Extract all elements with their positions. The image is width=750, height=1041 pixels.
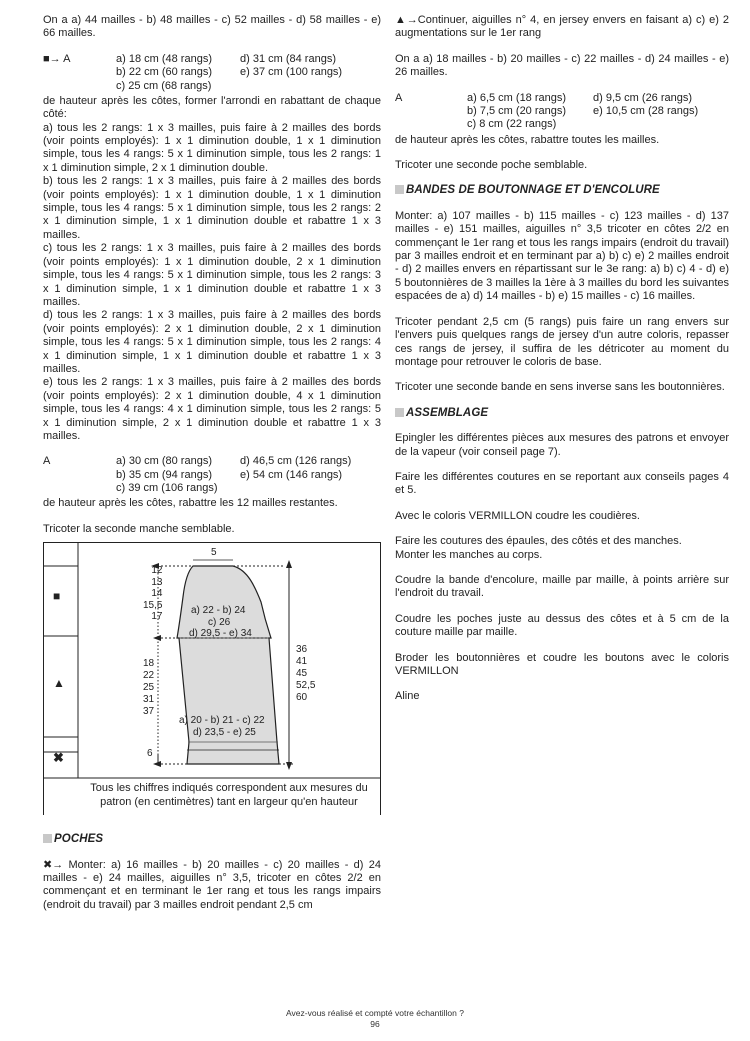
length-label: 45 [296,668,308,680]
assemblage-text-4b: Monter les manches au corps. [395,548,543,561]
left-column [43,14,381,912]
seconde-poche-text: Tricoter une seconde poche semblable. [395,159,588,172]
assemblage-text-7: Broder les boutonnières et coudre les boutons avec le coloris VERMILLON [395,651,729,677]
bandes-heading [395,184,729,197]
arrondi-text: de hauteur après les côtes, former l'arrondi en rabattant de chaque côté: [43,94,381,121]
height-label: 25 [143,682,155,694]
section-marker-icon [395,185,404,194]
ona-text: On a a) 18 mailles - b) 20 mailles - c) 22 mailles - d) 24 mailles - e) 26 mailles. [395,52,729,79]
x-symbol-icon: ✖ [53,750,64,766]
signature: Aline [395,690,420,703]
measures-label: A [395,91,403,104]
measure-b: b) 35 cm (94 rangs) [116,468,212,481]
triangle-symbol-icon: ▲ [53,676,65,691]
assemblage-text-4a: Faire les coutures des épaules, des côtés et des manches. [395,535,682,548]
sleeve-diagram-svg [43,542,381,815]
left-heights-top [143,565,162,623]
measure-d: d) 46,5 cm (126 rangs) [240,455,352,468]
bandes-title: BANDES DE BOUTONNAGE ET D'ENCOLURE [406,184,660,197]
measures-block-3 [395,92,729,134]
bandes-text-2: Tricoter pendant 2,5 cm (5 rangs) puis faire un rang envers sur l'envers puis quelques rangs de jersey d'un autre coloris, repasser ces rangs de jersey, il suffira de les détricoter au moment du montage pour retrouver le coloris de base. [395,315,729,368]
right-heights [296,644,315,704]
height-label: 13 [151,576,163,588]
measure-a: a) 18 cm (48 rangs) [116,52,212,65]
bandes-text-3: Tricoter une seconde bande en sens inverse sans les boutonnières. [395,381,725,394]
poches-heading [43,833,381,846]
measure-d: d) 31 cm (84 rangs) [240,52,336,65]
height-label: 15,5 [143,599,163,611]
page-number: 96 [370,1019,380,1029]
width-label-2: c) 26 [208,617,231,629]
cuff-height-label: 6 [147,748,153,760]
right-column [395,14,729,704]
sleeve-diagram [43,542,381,815]
left-heights-mid [143,658,154,718]
footer-question: Avez-vous réalisé et compté votre échantillon ? [286,1008,464,1018]
measure-a: a) 30 cm (80 rangs) [116,455,212,468]
intro-text: On a a) 44 mailles - b) 48 mailles - c) 52 mailles - d) 58 mailles - e) 66 mailles. [43,14,381,40]
cuff-width-label-1: a) 20 - b) 21 - c) 22 [179,715,265,727]
square-symbol-icon: ■ [53,589,61,604]
height-label: 17 [151,611,163,623]
measure-c: c) 8 cm (22 rangs) [467,118,557,131]
diagram-caption: Tous les chiffres indiqués correspondent aux mesures du patron (en centimètres) tant en largeur qu'en hauteur [90,782,368,808]
measure-c: c) 25 cm (68 rangs) [116,79,212,92]
measure-c: c) 39 cm (106 rangs) [116,482,218,495]
measure-e: e) 54 cm (146 rangs) [240,468,343,481]
measure-b: b) 7,5 cm (20 rangs) [467,105,567,118]
size-e-text: e) tous les 2 rangs: 1 x 3 mailles, puis faire à 2 mailles des bords (voir points employés): 2 x 1 diminution double, 4 x 1 diminution simple, tous les 4 rangs: 4 x 1 diminution simple, tous les 2 rangs: 5 x 1 diminution simple, 2 x 1 diminution double et rabattre 1 x 3 mailles. [43,376,381,442]
height-label: 22 [143,670,155,682]
assemblage-text-1: Epingler les différentes pièces aux mesures des patrons et envoyer de la vapeur (voir conseil page 7). [395,432,729,458]
measure-b: b) 22 cm (60 rangs) [116,66,212,79]
measure-a: a) 6,5 cm (18 rangs) [467,91,567,104]
size-a-text: a) tous les 2 rangs: 1 x 3 mailles, puis faire à 2 mailles des bords (voir points employés): 1 x 1 diminution double, 1 x 1 diminution simple, tous les 4 rangs: 5 x 1 diminution simple, tous les 2 rangs: 1 x 1 diminution simple, 2 x 1 diminution double. [43,121,381,174]
measure-d: d) 9,5 cm (26 rangs) [593,91,693,104]
rabattre-text: de hauteur après les côtes, rabattre les 12 mailles restantes. [43,497,338,510]
bandes-text-1: Monter: a) 107 mailles - b) 115 mailles - c) 123 mailles - d) 137 mailles - e) 151 mailles, aiguilles n° 3,5 tricoter en côtes 2/2 en commençant le 1er rang et tous les rangs impairs (endroit du travail) par 3 mailles endroit et en terminant par a) b) c) e) 2 mailles endroit - d) 2 mailles envers en répartissant sur le 3e rang: a) b) c) 4 - d) e) 5 boutonnières de 3 mailles la 1ère à 3 mailles du bord les suivantes espacées de a) d) 14 mailles - b) e) 15 mailles - c) 16 mailles. [395,209,729,303]
measures-block-1 [43,53,381,95]
height-label: 14 [151,588,163,600]
measure-e: e) 10,5 cm (28 rangs) [593,105,699,118]
poches-title: POCHES [54,833,104,846]
width-label-3: d) 29,5 - e) 34 [189,628,252,640]
measures-block-2 [43,455,381,497]
rabattre-poche-text: de hauteur après les côtes, rabattre toutes les mailles. [395,133,660,146]
seconde-manche-text: Tricoter la seconde manche semblable. [43,522,235,535]
top-width-label: 5 [211,547,217,559]
assemblage-text-2: Faire les différentes coutures en se reportant aux conseils pages 4 et 5. [395,470,729,497]
height-label: 37 [143,706,155,718]
section-marker-icon [395,408,404,417]
length-label: 52,5 [296,680,316,692]
assemblage-text-5: Coudre la bande d'encolure, maille par maille, à points arrière sur l'endroit du travail. [395,573,729,600]
length-label: 60 [296,692,308,704]
measures-label: ■→ A [43,52,71,65]
assemblage-heading [395,407,729,420]
height-label: 18 [143,658,155,670]
measures-label: A [43,455,51,468]
height-label: 31 [143,694,155,706]
assemblage-title: ASSEMBLAGE [406,406,489,419]
assemblage-text-3: Avec le coloris VERMILLON coudre les coudières. [395,509,640,522]
size-d-text: d) tous les 2 rangs: 1 x 3 mailles, puis faire à 2 mailles des bords (voir points employés): 2 x 1 diminution double, 2 x 1 diminution simple, tous les 4 rangs: 5 x 1 diminution simple, tous les 2 rangs: 4 x 1 diminution simple, 1 x 1 diminution double et rabattre 1 x 3 mailles. [43,309,381,375]
continuer-text: ▲→Continuer, aiguilles n° 4, en jersey envers en faisant a) c) e) 2 augmentations sur le 1er rang [395,14,729,40]
width-label-1: a) 22 - b) 24 [191,605,246,617]
assemblage-text-6: Coudre les poches juste au dessus des côtes et à 5 cm de la couture maille par maille. [395,612,729,639]
cuff-width-label-2: d) 23,5 - e) 25 [193,727,256,739]
height-label: 12 [151,565,163,577]
measure-e: e) 37 cm (100 rangs) [240,66,343,79]
length-label: 36 [296,644,308,656]
size-c-text: c) tous les 2 rangs: 1 x 3 mailles, puis faire à 2 mailles des bords (voir points employés): 1 x 1 diminution double, 2 x 1 diminution simple, tous les 4 rangs: 5 x 1 diminution simple, tous les 2 rangs: 3 x 1 diminution simple, 1 x 1 diminution double et rabattre 1 x 3 mailles. [43,242,381,308]
section-marker-icon [43,834,52,843]
poches-text: ✖→ Monter: a) 16 mailles - b) 20 mailles - c) 20 mailles - d) 24 mailles - e) 24 mailles, aiguilles n° 3,5, tricoter en côtes 2/2 en commençant et en terminant le 1er rang et tous les rangs impairs (endroit du travail) par 3 mailles endroit pendant 2,5 cm [43,858,381,911]
length-label: 41 [296,656,308,668]
size-b-text: b) tous les 2 rangs: 1 x 3 mailles, puis faire à 2 mailles des bords (voir points employés): 1 x 1 diminution double, 1 x 1 diminution simple, tous les 4 rangs: 5 x 1 diminution simple, tous les 2 rangs: 2 x 1 diminution simple, 1 x 1 diminution double et rabattre 1 x 3 mailles. [43,175,381,241]
